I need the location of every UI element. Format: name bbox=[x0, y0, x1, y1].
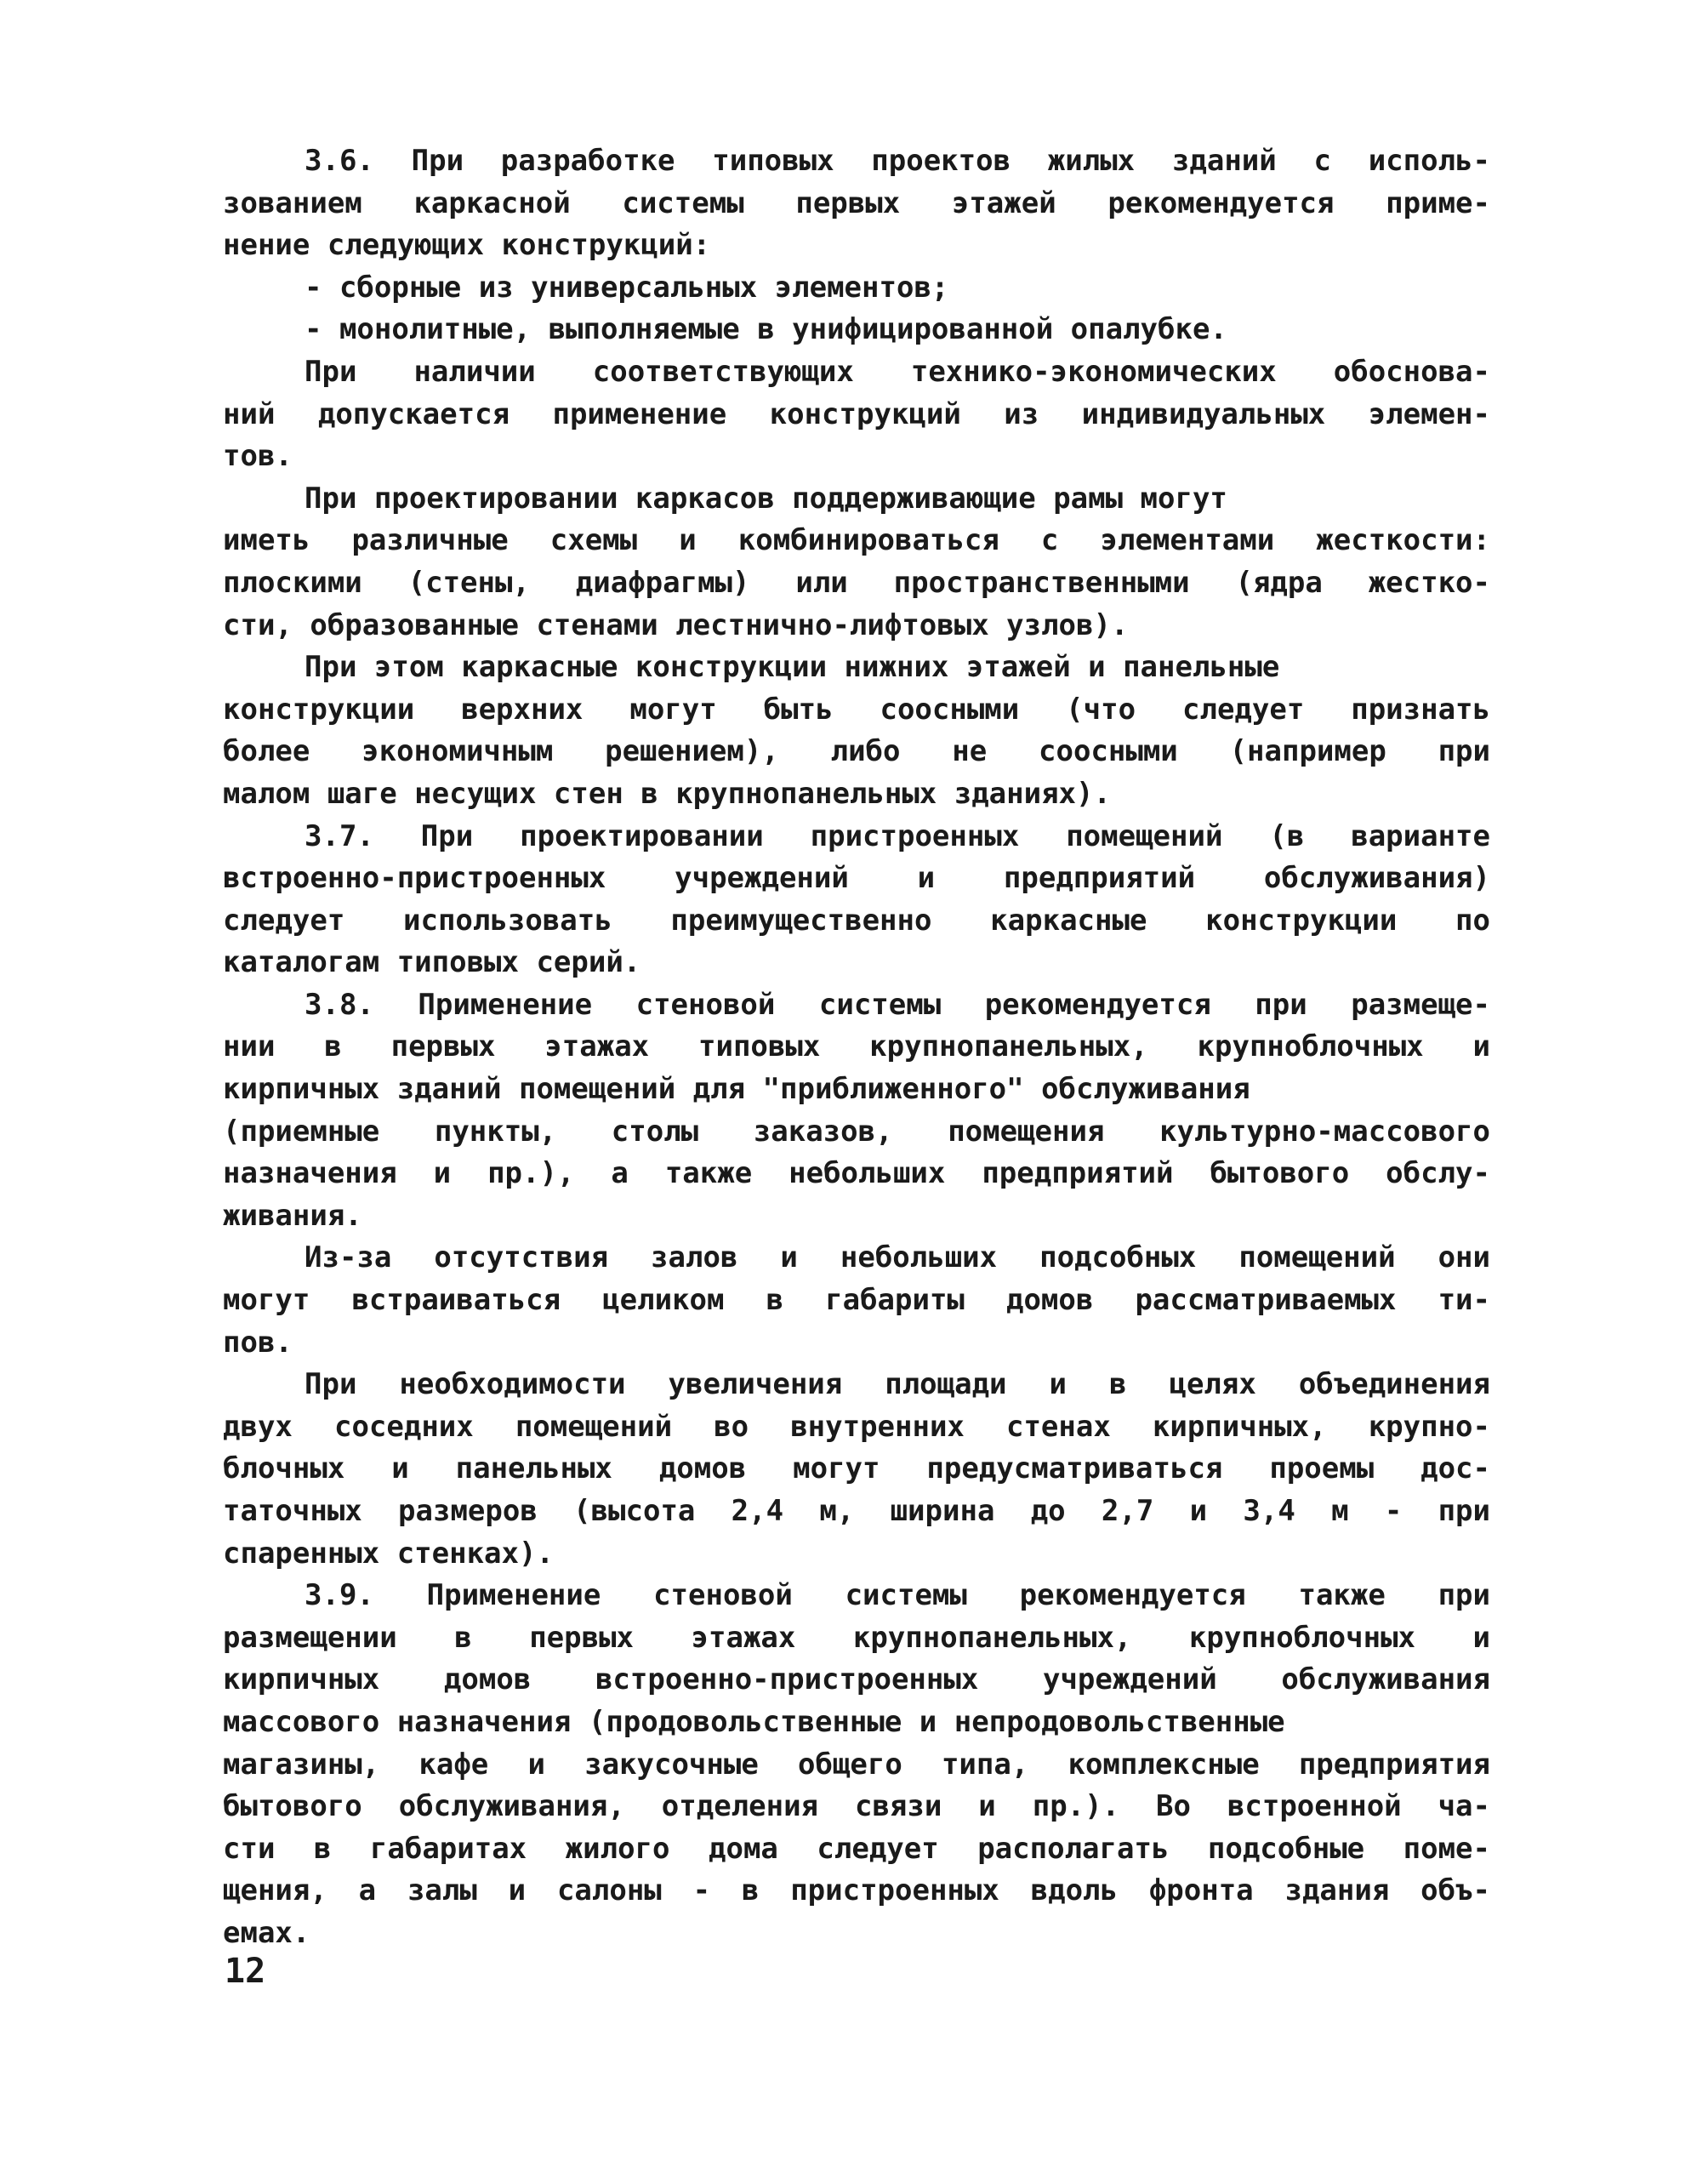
text-line: могут встраиваться целиком в габариты домов рассматриваемых ти- bbox=[223, 1283, 1490, 1318]
text-line: следует использовать преимущественно каркасные конструкции по bbox=[223, 903, 1490, 938]
text-line: При этом каркасные конструкции нижних этажей и панельные bbox=[305, 650, 1280, 685]
text-line: щения, а залы и салоны - в пристроенных вдоль фронта здания объ- bbox=[223, 1873, 1490, 1908]
text-line: Из-за отсутствия залов и небольших подсобных помещений они bbox=[305, 1240, 1490, 1275]
text-line: иметь различные схемы и комбинироваться с элементами жесткости: bbox=[223, 523, 1490, 558]
text-line: назначения и пр.), а также небольших предприятий бытового обслу- bbox=[223, 1156, 1490, 1191]
text-line: магазины, кафе и закусочные общего типа, комплексные предприятия bbox=[223, 1747, 1490, 1782]
text-line: 3.7. При проектировании пристроенных помещений (в варианте bbox=[305, 818, 1490, 853]
text-line: ний допускается применение конструкций из индивидуальных элемен- bbox=[223, 396, 1490, 431]
text-line: 3.8. Применение стеновой системы рекомендуется при размеще- bbox=[305, 987, 1490, 1022]
text-line: - монолитные, выполняемые в унифицированной опалубке. bbox=[305, 312, 1227, 347]
text-line: тов. bbox=[223, 439, 293, 474]
text-line: При необходимости увеличения площади и в целях объединения bbox=[305, 1367, 1490, 1402]
text-line: нии в первых этажах типовых крупнопанельных, крупноблочных и bbox=[223, 1029, 1490, 1064]
text-line: сти, образованные стенами лестнично-лифтовых узлов). bbox=[223, 607, 1129, 642]
text-line: каталогам типовых серий. bbox=[223, 945, 641, 980]
text-line: более экономичным решением), либо не соосными (например при bbox=[223, 734, 1490, 769]
text-line: кирпичных зданий помещений для "приближенного" обслуживания bbox=[223, 1072, 1250, 1107]
text-line: 3.6. При разработке типовых проектов жилых зданий с исполь- bbox=[305, 144, 1490, 178]
text-line: встроенно-пристроенных учреждений и предприятий обслуживания) bbox=[223, 861, 1490, 896]
text-line: При наличии соответствующих технико-экономических обоснова- bbox=[305, 354, 1490, 389]
text-line: двух соседних помещений во внутренних стенах кирпичных, крупно- bbox=[223, 1409, 1490, 1444]
body-text bbox=[223, 140, 1490, 1955]
text-line: конструкции верхних могут быть соосными (что следует признать bbox=[223, 692, 1490, 727]
text-line: зованием каркасной системы первых этажей рекомендуется приме- bbox=[223, 185, 1490, 220]
text-line: кирпичных домов встроенно-пристроенных учреждений обслуживания bbox=[223, 1662, 1490, 1697]
text-line: таточных размеров (высота 2,4 м, ширина до 2,7 и 3,4 м - при bbox=[223, 1494, 1490, 1528]
text-line: 3.9. Применение стеновой системы рекомендуется также при bbox=[305, 1578, 1490, 1613]
text-line: блочных и панельных домов могут предусматриваться проемы дос- bbox=[223, 1451, 1490, 1486]
text-line: пов. bbox=[223, 1325, 293, 1360]
text-line: малом шаге несущих стен в крупнопанельных зданиях). bbox=[223, 776, 1111, 811]
text-line: живания. bbox=[223, 1198, 362, 1233]
text-line: - сборные из универсальных элементов; bbox=[305, 270, 949, 305]
text-line: При проектировании каркасов поддерживающие рамы могут bbox=[305, 481, 1227, 516]
text-line: плоскими (стены, диафрагмы) или пространственными (ядра жестко- bbox=[223, 565, 1490, 600]
text-line: бытового обслуживания, отделения связи и пр.). Во встроенной ча- bbox=[223, 1789, 1490, 1824]
text-line: массового назначения (продовольственные и непродовольственные bbox=[223, 1704, 1285, 1739]
text-line: размещении в первых этажах крупнопанельных, крупноблочных и bbox=[223, 1620, 1490, 1655]
text-line: (приемные пункты, столы заказов, помещения культурно-массового bbox=[223, 1114, 1490, 1149]
text-line: сти в габаритах жилого дома следует располагать подсобные поме- bbox=[223, 1831, 1490, 1866]
text-line: емах. bbox=[223, 1915, 310, 1950]
text-line: спаренных стенках). bbox=[223, 1536, 554, 1571]
text-line: нение следующих конструкций: bbox=[223, 228, 711, 263]
page-number: 12 bbox=[225, 1952, 266, 1991]
